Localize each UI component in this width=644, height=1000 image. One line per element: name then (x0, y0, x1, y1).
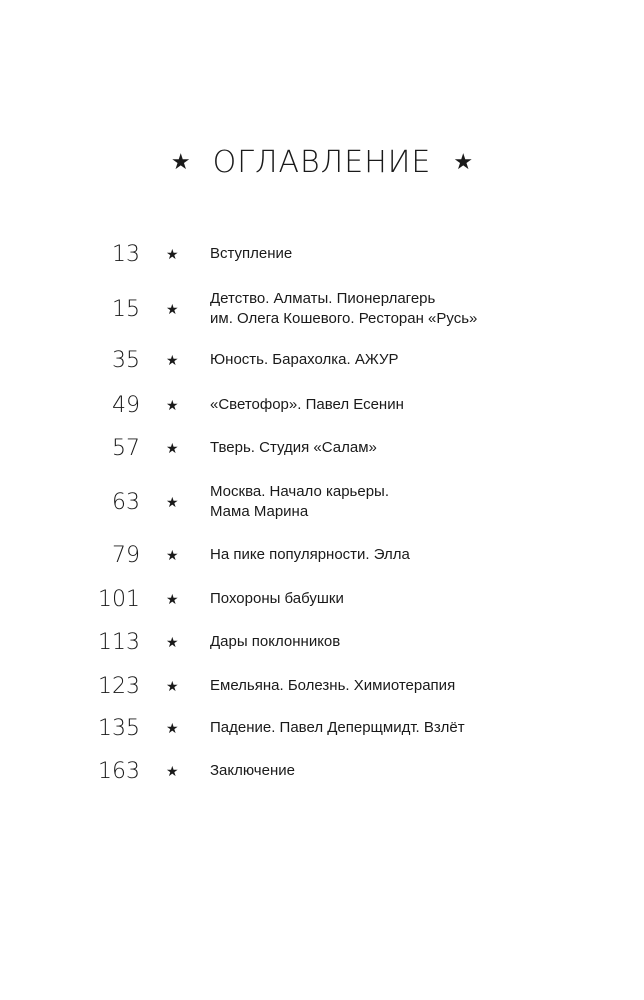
page-number: 57 (112, 435, 140, 461)
chapter-title: На пике популярности. Элла (210, 546, 410, 563)
star-icon: ★ (166, 494, 179, 510)
page-number: 79 (112, 542, 140, 568)
toc-entry[interactable] (0, 243, 644, 265)
toc-entry[interactable] (0, 437, 644, 459)
star-icon: ★ (166, 246, 179, 262)
toc-entry[interactable] (0, 349, 644, 371)
toc-heading (0, 142, 644, 182)
star-icon: ★ (166, 547, 179, 563)
chapter-title: «Светофор». Павел Есенин (210, 396, 404, 413)
toc-entry[interactable] (0, 544, 644, 566)
chapter-title: Дары поклонников (210, 633, 341, 650)
page-number: 135 (98, 715, 140, 741)
toc-entry[interactable] (0, 631, 644, 653)
star-icon: ★ (453, 149, 474, 174)
page-number: 15 (112, 296, 140, 322)
chapter-title: Заключение (210, 762, 295, 779)
toc-entry[interactable] (0, 675, 644, 697)
star-icon: ★ (166, 763, 179, 779)
page-number: 123 (98, 673, 140, 699)
star-icon: ★ (170, 149, 191, 174)
toc-entry[interactable] (0, 717, 644, 739)
star-icon: ★ (166, 440, 179, 456)
star-icon: ★ (166, 301, 179, 317)
page-title: ОГЛАВЛЕНИЕ (212, 144, 432, 180)
toc-entry[interactable] (0, 288, 644, 330)
toc-entry[interactable] (0, 760, 644, 782)
toc-entry[interactable] (0, 588, 644, 610)
page-number: 49 (112, 392, 140, 418)
star-icon: ★ (166, 678, 179, 694)
star-icon: ★ (166, 397, 179, 413)
star-icon: ★ (166, 352, 179, 368)
page-number: 35 (112, 347, 140, 373)
chapter-title: Падение. Павел Деперщмидт. Взлёт (210, 719, 465, 736)
page-number: 13 (112, 241, 140, 267)
toc-entry[interactable] (0, 394, 644, 416)
page-number: 163 (98, 758, 140, 784)
page-number: 113 (98, 629, 140, 655)
chapter-title: Детство. Алматы. Пионерлагерь им. Олега Кошевого. Ресторан «Русь» (210, 290, 478, 327)
chapter-title: Емельяна. Болезнь. Химиотерапия (210, 677, 456, 694)
chapter-title: Тверь. Студия «Салам» (210, 439, 377, 456)
chapter-title: Москва. Начало карьеры. Мама Марина (210, 483, 390, 520)
chapter-title: Похороны бабушки (210, 590, 344, 607)
page-number: 101 (98, 586, 140, 612)
star-icon: ★ (166, 634, 179, 650)
toc-entry[interactable] (0, 481, 644, 523)
chapter-title: Юность. Барахолка. АЖУР (210, 351, 399, 368)
page-number: 63 (112, 489, 140, 515)
star-icon: ★ (166, 591, 179, 607)
star-icon: ★ (166, 720, 179, 736)
chapter-title: Вступление (210, 245, 293, 262)
